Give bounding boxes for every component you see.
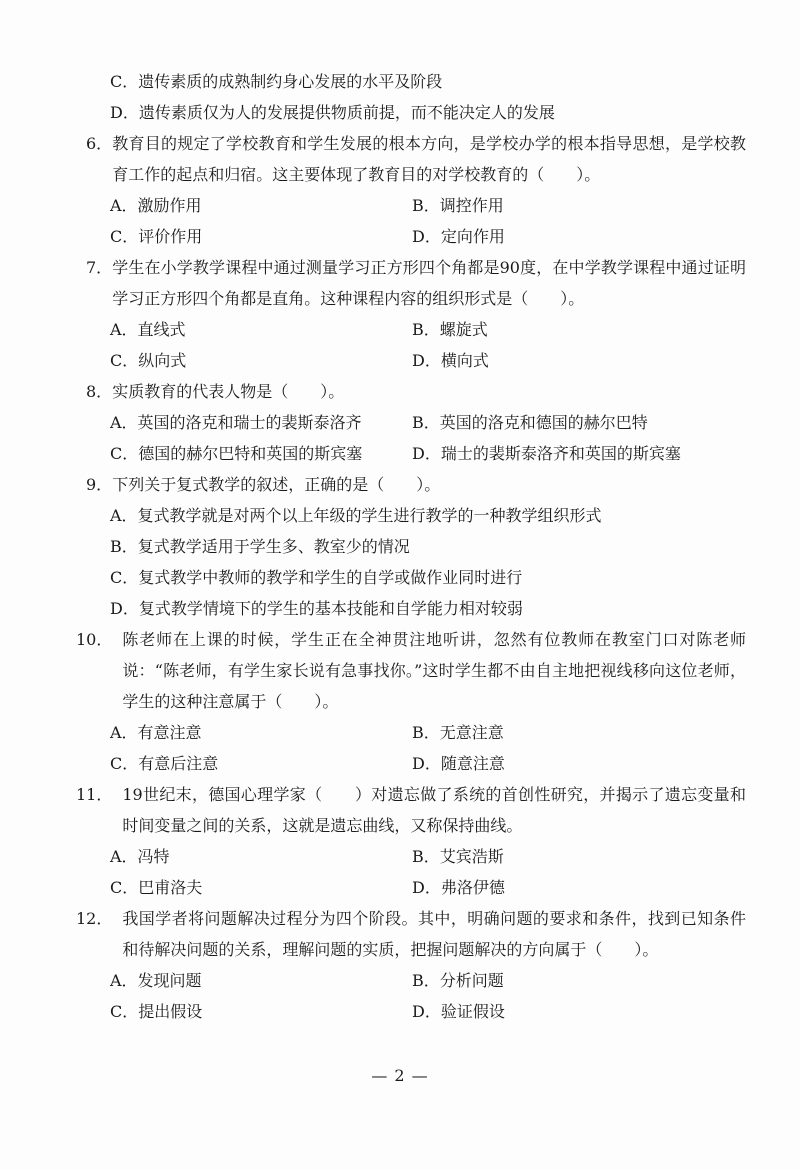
page-content [76,66,746,1027]
question-stem: 学生在小学教学课程中通过测量学习正方形四个角都是90度，在中学教学课程中通过证明学习正方形四个角都是直角。这种课程内容的组织形式是（ ）。 [112,258,746,308]
option-a: A．有意注意 [110,723,202,742]
question-stem: 19世纪末，德国心理学家（ ）对遗忘做了系统的首创性研究，并揭示了遗忘变量和时间变量之间的关系，这就是遗忘曲线，又称保持曲线。 [122,785,746,835]
option-c: C．纵向式 [110,351,187,370]
option-d: D．遗传素质仅为人的发展提供物质前提，而不能决定人的发展 [110,103,555,122]
option-c: C．德国的赫尔巴特和英国的斯宾塞 [110,444,363,463]
question-number: 7． [86,258,113,277]
option-c: C．评价作用 [110,227,203,246]
question-number: 6． [86,134,113,153]
option-b: B．艾宾浩斯 [412,847,504,866]
option-c: C．提出假设 [110,1002,203,1021]
option-b: B．螺旋式 [412,320,488,339]
question-number: 9． [86,475,113,494]
option-a: A．发现问题 [110,971,202,990]
option-d: D．瑞士的裴斯泰洛齐和英国的斯宾塞 [412,444,681,463]
question-stem: 下列关于复式教学的叙述，正确的是（ ）。 [112,475,441,494]
option-d: D．弗洛伊德 [412,878,505,897]
option-d: D．验证假设 [412,1002,505,1021]
question-number: 8． [86,382,113,401]
question-9 [86,469,746,624]
option-a: A．复式教学就是对两个以上年级的学生进行教学的一种教学组织形式 [110,506,602,525]
option-b: B．分析问题 [412,971,504,990]
page-number: — 2 — [371,1066,429,1085]
question-6 [86,128,746,252]
question-number: 12． [76,909,113,928]
question-number: 11． [76,785,113,804]
option-b: B．调控作用 [412,196,504,215]
option-d: D．横向式 [412,351,489,370]
question-7 [86,252,746,376]
option-b: B．复式教学适用于学生多、教室少的情况 [110,537,410,556]
question-number: 10． [76,630,113,649]
question-stem: 陈老师在上课的时候，学生正在全神贯注地听讲，忽然有位教师在教室门口对陈老师说：“陈老师，有学生家长说有急事找你。”这时学生都不由自主地把视线移向这位老师，学生的这种注意属于（ ）。 [122,630,746,711]
option-b: B．无意注意 [412,723,504,742]
question-stem: 我国学者将问题解决过程分为四个阶段。其中，明确问题的要求和条件，找到已知条件和待解决问题的关系，理解问题的实质，把握问题解决的方向属于（ ）。 [122,909,746,959]
option-a: A．冯特 [110,847,170,866]
option-d: D．复式教学情境下的学生的基本技能和自学能力相对较弱 [110,599,523,618]
question-stem: 教育目的规定了学校教育和学生发展的根本方向，是学校办学的根本指导思想，是学校教育工作的起点和归宿。这主要体现了教育目的对学校教育的（ ）。 [112,134,746,184]
question-stem: 实质教育的代表人物是（ ）。 [112,382,345,401]
option-d: D．定向作用 [412,227,505,246]
option-c: C．遗传素质的成熟制约身心发展的水平及阶段 [110,72,443,91]
option-c: C．有意后注意 [110,754,219,773]
question-12 [76,903,746,1027]
option-c: C．复式教学中教师的教学和学生的自学或做作业同时进行 [110,568,523,587]
option-b: B．英国的洛克和德国的赫尔巴特 [412,413,648,432]
prev-question-options [86,66,746,128]
question-8 [86,376,746,469]
option-d: D．随意注意 [412,754,505,773]
question-11 [76,779,746,903]
option-a: A．英国的洛克和瑞士的裴斯泰洛齐 [110,413,362,432]
option-a: A．激励作用 [110,196,202,215]
option-a: A．直线式 [110,320,186,339]
option-c: C．巴甫洛夫 [110,878,203,897]
question-10 [76,624,746,779]
